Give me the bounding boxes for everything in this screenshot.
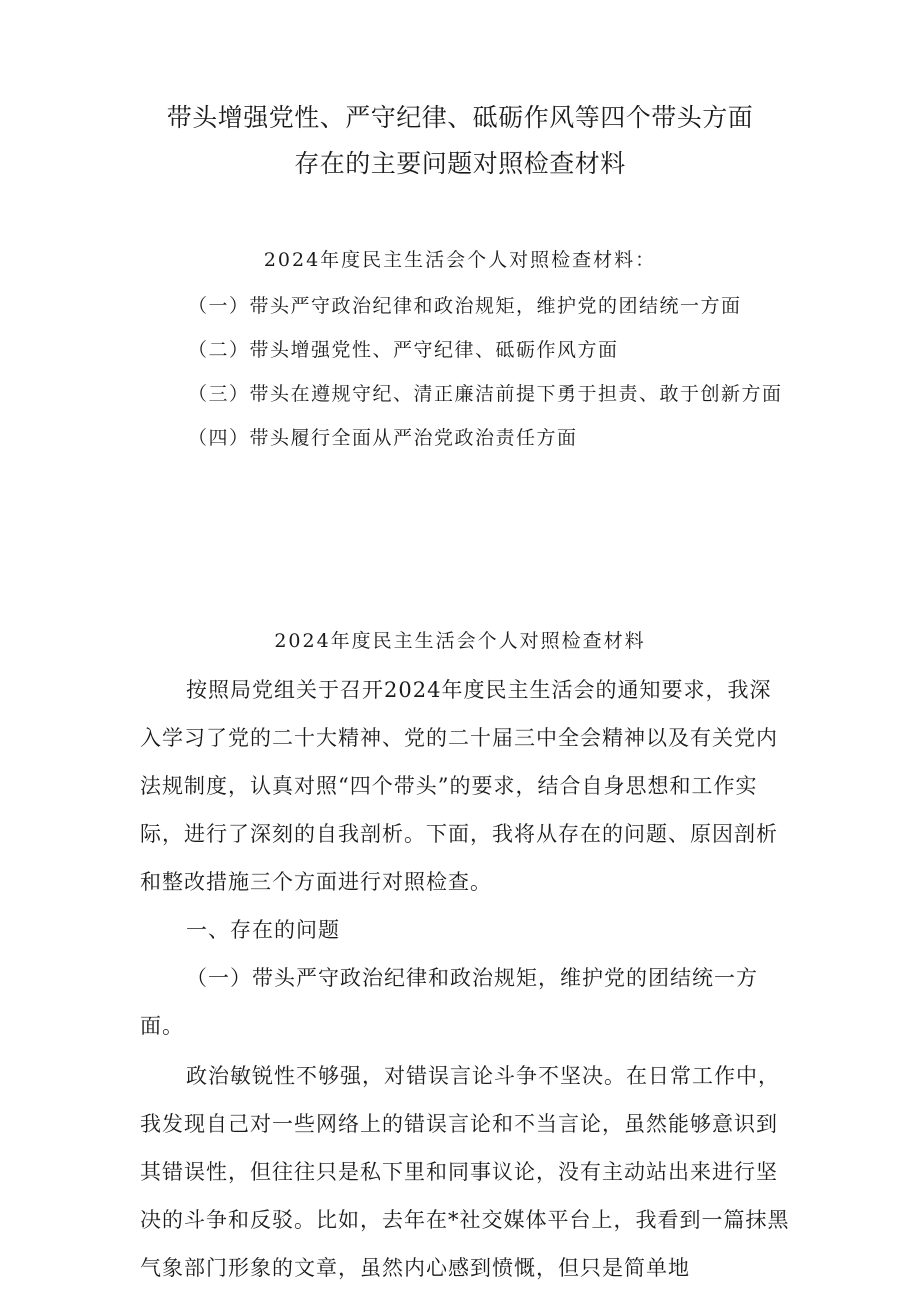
- intro-paragraph: 按照局党组关于召开2024年度民主生活会的通知要求，我深入学习了党的二十大精神、党的二十届三中全会精神以及有关党内法规制度，认真对照“四个带头”的要求，结合自身思想和工作实际，进行了深刻的自我剖析。下面，我将从存在的问题、原因剖析和整改措施三个方面进行对照检查。: [140, 678, 778, 894]
- section-title: 2024年度民主生活会个人对照检查材料: [274, 630, 646, 652]
- toc-item: （三）带头在遵规守纪、清正廉洁前提下勇于担责、敢于创新方面: [188, 383, 783, 405]
- toc-heading: 2024年度民主生活会个人对照检查材料：: [263, 249, 657, 271]
- toc-item: （四）带头履行全面从严治党政治责任方面: [188, 427, 578, 449]
- heading-existing-problems: 一、存在的问题: [186, 918, 340, 942]
- toc-item: （一）带头严守政治纪律和政治规矩，维护党的团结统一方面: [188, 295, 742, 317]
- toc-item: （二）带头增强党性、严守纪律、砥砺作风方面: [188, 339, 619, 361]
- document-body: [140, 666, 790, 1292]
- toc-list: [140, 284, 800, 460]
- body-paragraph: 政治敏锐性不够强，对错误言论斗争不坚决。在日常工作中，我发现自己对一些网络上的错误言论和不当言论，虽然能够意识到其错误性，但往往只是私下里和同事议论，没有主动站出来进行坚决的斗争和反驳。比如，去年在*社交媒体平台上，我看到一篇抹黑气象部门形象的文章，虽然内心感到愤慨，但只是简单地: [140, 1064, 790, 1280]
- document-title-line-1: 带头增强党性、严守纪律、砥砺作风等四个带头方面: [166, 103, 754, 132]
- document-title-line-2: 存在的主要问题对照检查材料: [294, 149, 626, 178]
- subheading-political-discipline: （一）带头严守政治纪律和政治规矩，维护党的团结统一方面。: [140, 966, 758, 1038]
